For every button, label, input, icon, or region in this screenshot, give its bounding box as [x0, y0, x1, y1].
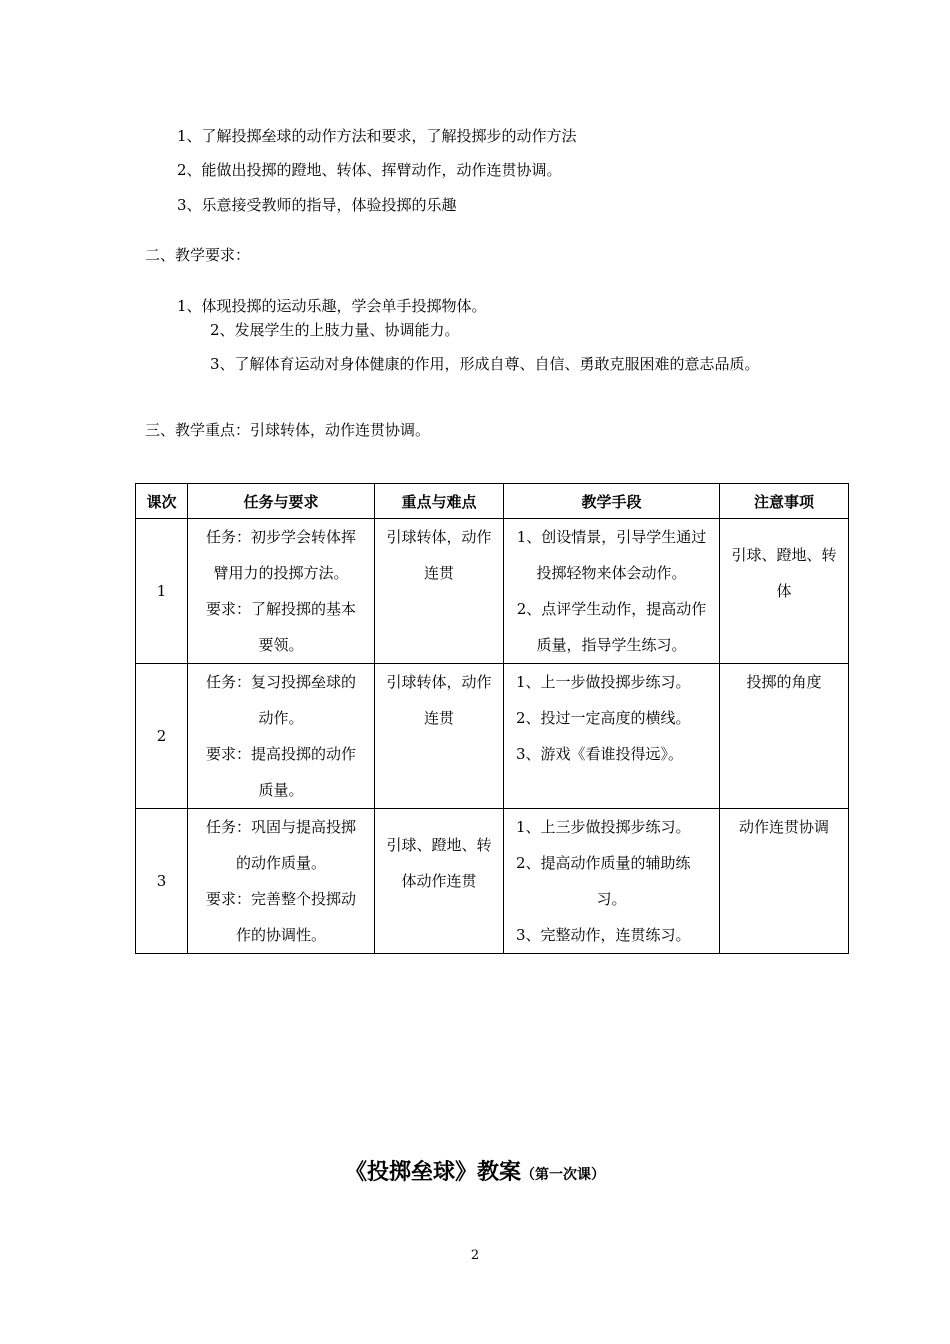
- task-line: 任务：初步学会转体挥: [205, 528, 356, 546]
- objective-2: 2、能做出投掷的蹬地、转体、挥臂动作，动作连贯协调。: [177, 161, 562, 179]
- page-number: 2: [470, 1248, 480, 1263]
- task-line: 的动作质量。: [235, 854, 326, 872]
- teaching-focus: 三、教学重点：引球转体，动作连贯协调。: [145, 421, 431, 439]
- header-task-requirements: 任务与要求: [188, 484, 375, 519]
- lesson-title-main: 《投掷垒球》教案: [344, 1160, 521, 1185]
- task-line: 作的协调性。: [235, 926, 326, 944]
- objective-3: 3、乐意接受教师的指导，体验投掷的乐趣: [177, 196, 457, 214]
- focus-cell: [375, 519, 504, 664]
- methods-cell: [504, 664, 720, 809]
- objective-1: 1、了解投掷垒球的动作方法和要求，了解投掷步的动作方法: [177, 127, 577, 145]
- header-key-points: 重点与难点: [375, 484, 504, 519]
- focus-line: 连贯: [423, 564, 454, 582]
- requirement-1: 1、体现投掷的运动乐趣，学会单手投掷物体。: [177, 297, 487, 315]
- notes-cell: [720, 809, 849, 954]
- table-row: [136, 519, 849, 664]
- task-line: 质量。: [258, 781, 304, 799]
- task-line: 臂用力的投掷方法。: [213, 564, 349, 582]
- lesson-title-subtitle: （第一次课）: [521, 1167, 605, 1183]
- note-line: 投掷的角度: [746, 673, 822, 691]
- method-line: 习。: [596, 890, 627, 908]
- table-row: [136, 809, 849, 954]
- lesson-title: [0, 1155, 950, 1186]
- focus-line: 引球转体，动作: [386, 528, 492, 546]
- task-cell: [188, 809, 375, 954]
- requirements-heading: 二、教学要求：: [145, 246, 251, 264]
- note-line: 体: [776, 582, 792, 600]
- method-line: 1、上一步做投掷步练习。: [516, 673, 691, 691]
- focus-line: 体动作连贯: [401, 872, 477, 890]
- task-line: 任务：复习投掷垒球的: [205, 673, 356, 691]
- task-cell: [188, 664, 375, 809]
- task-line: 动作。: [258, 709, 304, 727]
- method-line: 2、投过一定高度的横线。: [516, 709, 691, 727]
- requirement-3: 3、了解体育运动对身体健康的作用，形成自尊、自信、勇敢克服困难的意志品质。: [210, 355, 760, 373]
- note-line: 动作连贯协调: [738, 818, 829, 836]
- table-row: [136, 664, 849, 809]
- header-notes: 注意事项: [720, 484, 849, 519]
- header-lesson-number: 课次: [136, 484, 188, 519]
- method-line: 1、上三步做投掷步练习。: [516, 818, 691, 836]
- focus-line: 连贯: [423, 709, 454, 727]
- notes-cell: [720, 664, 849, 809]
- note-line: 引球、蹬地、转: [731, 546, 837, 564]
- task-line: 要求：了解投掷的基本: [205, 600, 356, 618]
- focus-line: 引球转体，动作: [386, 673, 492, 691]
- method-line: 2、提高动作质量的辅助练: [516, 854, 691, 872]
- methods-cell: [504, 519, 720, 664]
- table-header-row: [136, 484, 849, 519]
- lesson-plan-table: [135, 483, 849, 954]
- focus-line: 引球、蹬地、转: [386, 836, 492, 854]
- method-line: 3、游戏《看谁投得远》。: [516, 745, 684, 763]
- lesson-number: 1: [136, 519, 188, 664]
- task-line: 要领。: [258, 636, 304, 654]
- methods-cell: [504, 809, 720, 954]
- task-line: 任务：巩固与提高投掷: [205, 818, 356, 836]
- notes-cell: [720, 519, 849, 664]
- header-teaching-methods: 教学手段: [504, 484, 720, 519]
- method-line: 2、点评学生动作，提高动作: [516, 600, 707, 618]
- method-line: 投掷轻物来体会动作。: [536, 564, 687, 582]
- requirement-2: 2、发展学生的上肢力量、协调能力。: [210, 321, 460, 339]
- focus-cell: [375, 809, 504, 954]
- task-cell: [188, 519, 375, 664]
- task-line: 要求：提高投掷的动作: [205, 745, 356, 763]
- lesson-number: 3: [136, 809, 188, 954]
- method-line: 质量，指导学生练习。: [536, 636, 687, 654]
- method-line: 1、创设情景，引导学生通过: [516, 528, 707, 546]
- method-line: 3、完整动作，连贯练习。: [516, 926, 691, 944]
- lesson-number: 2: [136, 664, 188, 809]
- focus-cell: [375, 664, 504, 809]
- task-line: 要求：完善整个投掷动: [205, 890, 356, 908]
